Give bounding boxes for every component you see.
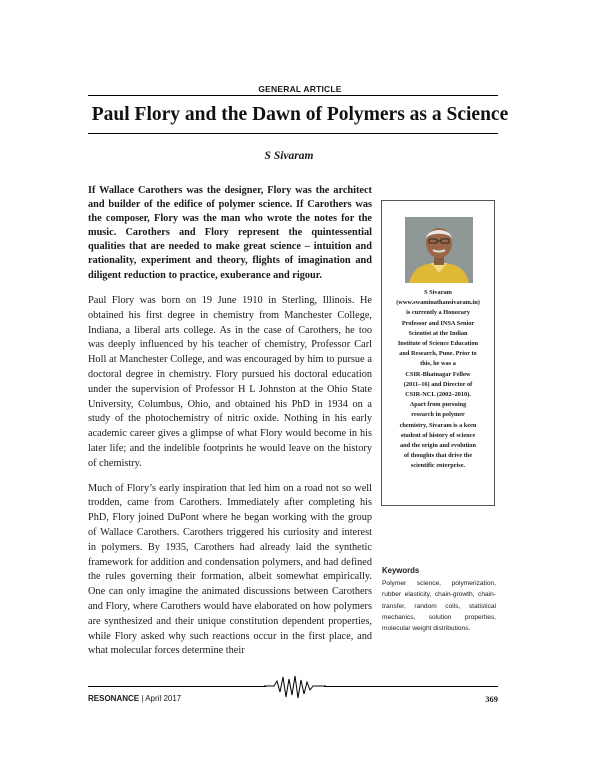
author-bio-line: student of history of science bbox=[400, 431, 476, 439]
author-bio-line: scientific enterprise. bbox=[410, 462, 466, 470]
author-bio-line: chemistry, Sivaram is a keen bbox=[399, 421, 477, 429]
issue-date: April 2017 bbox=[145, 694, 182, 703]
author-bio-line: CSIR-Bhatnagar Fellow bbox=[405, 370, 471, 378]
journal-name: RESONANCE bbox=[88, 694, 140, 703]
title-rule bbox=[88, 133, 498, 134]
keywords-title: Keywords bbox=[382, 566, 420, 575]
author-bio-line: Institute of Science Education bbox=[397, 340, 479, 348]
header-rule bbox=[88, 95, 498, 96]
author-bio-line: of thoughts that drive the bbox=[403, 452, 473, 460]
author-bio-line: (2011–16) and Director of bbox=[403, 380, 473, 388]
author-bio-line: Professor and INSA Senior bbox=[401, 319, 475, 327]
article-title: Paul Flory and the Dawn of Polymers as a Science bbox=[91, 104, 509, 125]
author-sidebar bbox=[381, 200, 495, 506]
author-bio-line: Scientist at the Indian bbox=[408, 329, 468, 337]
body-paragraph-2: Much of Flory’s early inspiration that led him on a road not so well trodden, came from Carothers. Immediately after completing his PhD, Flory joined DuPont where he began working with the group of Wallace Carothers. Carothers triggered his curiosity and interest in polymers. By 1935, Carothers had already laid the synthetic framework for addition and condensation polymers, and had defined the rules governing their formation, albeit somewhat empirically. One can only imagine the animated discussions between Carothers and Flory, where Carothers would have elaborated on how polymers are synthesized and their unique constitution dependent properties, while Flory asked why such reactions occur in the first place, and what molecular forces determine their bbox=[88, 482, 372, 657]
waveform-icon bbox=[264, 675, 326, 699]
author-bio-line: research in polymer bbox=[411, 411, 465, 419]
author-bio-line: this, he was a bbox=[420, 360, 456, 368]
author-bio bbox=[386, 288, 490, 472]
author-bio-line: Apart from pursuing bbox=[409, 401, 467, 409]
author-bio-line: and Research, Pune. Prior to bbox=[399, 350, 477, 358]
author-bio-line: (www.swaminathansivaram.in) bbox=[396, 299, 480, 307]
section-label: GENERAL ARTICLE bbox=[258, 84, 342, 94]
author-bio-line: S Sivaram bbox=[424, 289, 452, 296]
footer-journal bbox=[88, 694, 181, 703]
article-abstract: If Wallace Carothers was the designer, Flory was the architect and builder of the edifice of polymer science. If Carothers was the composer, Flory was the man who wrote the notes for the music. Carothers and Flory represent the quintessential qualities that are needed to make great science – intuition and rationality, experiment and theory, flights of imagination and diligent reduction to practice, exuberance and rigour. bbox=[88, 185, 372, 281]
author-bio-line: CSIR-NCL (2002–2010). bbox=[405, 391, 471, 399]
article-body bbox=[88, 294, 372, 669]
page-number: 369 bbox=[485, 694, 498, 704]
keywords-list: Polymer science, polymerization, rubber elasticity, chain-growth, chain-transfer, random coils, statistical mechanics, solution properties, molecular weight distributions. bbox=[382, 580, 496, 633]
footer-line-right bbox=[324, 686, 498, 687]
footer-separator: | bbox=[141, 694, 144, 703]
body-paragraph-1: Paul Flory was born on 19 June 1910 in Sterling, Illinois. He obtained his first degree in chemistry from Manchester College, Indiana, a liberal arts college. As in the case of Carothers, he too was deeply influenced by his teacher of chemistry, Professor Carl Holl at Manchester College, and was encouraged by him to pursue a doctoral degree in chemistry. Flory pursued his doctoral education under the supervision of Professor H L Johnston at the Ohio State University, Columbus, Ohio, and obtained his PhD in 1934 on a study of the photochemistry of nitric oxide. Nothing in his early academic career gives a glimpse of what Flory would become in his later life; and the indelible footprints he would leave on the history of chemistry. bbox=[88, 295, 372, 469]
article-author: S Sivaram bbox=[264, 150, 314, 162]
author-portrait-icon bbox=[405, 217, 473, 283]
author-bio-line: and the origin and evolution bbox=[400, 442, 476, 450]
author-bio-line: is currently a Honorary bbox=[406, 309, 470, 317]
footer-line-left bbox=[88, 686, 266, 687]
